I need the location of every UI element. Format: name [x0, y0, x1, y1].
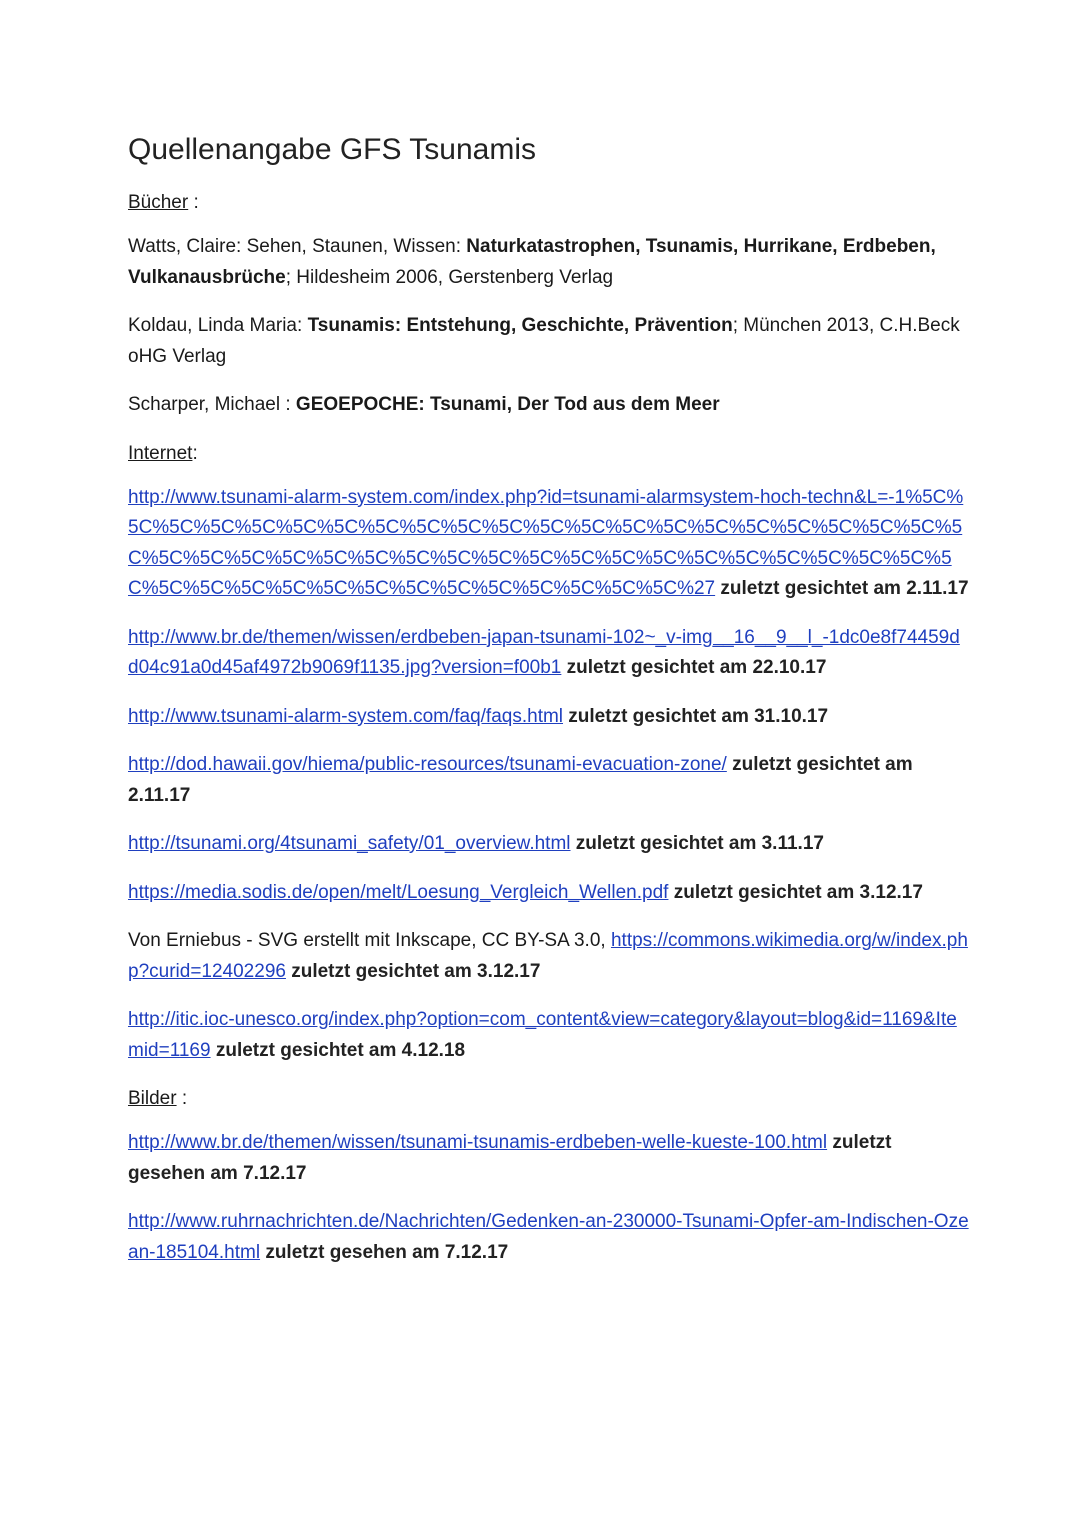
page-title: Quellenangabe GFS Tsunamis	[128, 133, 537, 166]
internet-entry	[128, 1005, 970, 1066]
access-date: zuletzt gesichtet am 2.11.17	[715, 578, 969, 599]
source-link[interactable]: https://media.sodis.de/open/melt/Loesung_Vergleich_Wellen.pdf	[128, 881, 669, 903]
internet-colon: :	[192, 442, 198, 464]
entry-prefix: Von Erniebus - SVG erstellt mit Inkscape, CC BY-SA 3.0,	[128, 930, 611, 951]
access-date: zuletzt gesichtet am 31.10.17	[563, 705, 829, 727]
internet-entry	[128, 483, 970, 605]
book-publisher: ; München 2013, C.H.Beck oHG Verlag	[128, 315, 960, 367]
access-date: zuletzt gesichtet am 3.12.17	[668, 881, 923, 903]
book-title: Naturkatastrophen, Tsunamis, Hurrikane, Erdbeben, Vulkanausbrüche	[128, 236, 936, 288]
access-date: zuletzt gesichtet am 3.12.17	[285, 960, 541, 982]
book-entry	[128, 232, 970, 293]
access-date: zuletzt gesichtet am 3.11.17	[570, 833, 824, 854]
internet-entry	[128, 829, 970, 860]
access-date: zuletzt gesichtet am 22.10.17	[561, 657, 827, 678]
book-author: Koldau, Linda Maria:	[128, 315, 308, 336]
picture-entry	[128, 1207, 970, 1268]
internet-heading	[128, 439, 970, 469]
books-heading	[128, 188, 970, 218]
book-author: Scharper, Michael :	[128, 394, 296, 415]
access-date: zuletzt gesehen am 7.12.17	[260, 1241, 509, 1263]
book-author: Watts, Claire: Sehen, Staunen, Wissen:	[128, 236, 467, 257]
books-label: Bücher	[128, 192, 189, 213]
internet-label: Internet	[128, 442, 193, 464]
source-link[interactable]: http://www.tsunami-alarm-system.com/index.php?id=tsunami-alarmsystem-hoch-techn&L=-1%5C%5C%5C%5C%5C%5C%5C%5C%5C%5C%5C%5C%5C%5C%5C%5C%5C%5C%5C%5C%5C%5C%5C%5C%5C%5C%5C%5C%5C%5C%5C%5C%5C%5C%5C%5C%5C%5C%5C%5C%5C%5C%5C%5C%5C%5C%5C%5C%5C%5C%5C%5C%5C%5C%5C%27	[128, 486, 964, 599]
source-link[interactable]: http://dod.hawaii.gov/hiema/public-resources/tsunami-evacuation-zone/	[128, 754, 727, 775]
internet-entry	[128, 623, 970, 684]
book-title: Tsunamis: Entstehung, Geschichte, Prävention	[307, 315, 733, 336]
source-link[interactable]: http://itic.ioc-unesco.org/index.php?option=com_content&view=category&layout=blog&id=1169&Itemid=1169	[128, 1009, 957, 1061]
internet-entry	[128, 878, 970, 909]
pictures-list	[128, 1128, 970, 1268]
source-link[interactable]: http://www.br.de/themen/wissen/tsunami-tsunamis-erdbeben-welle-kueste-100.html	[128, 1132, 828, 1153]
books-colon: :	[193, 192, 199, 213]
pictures-colon: :	[181, 1088, 188, 1109]
books-list	[128, 232, 970, 421]
book-entry	[128, 390, 970, 421]
source-link[interactable]: http://www.tsunami-alarm-system.com/faq/faqs.html	[128, 705, 564, 727]
pictures-label: Bilder	[128, 1088, 177, 1109]
source-link[interactable]: http://www.ruhrnachrichten.de/Nachrichten/Gedenken-an-230000-Tsunami-Opfer-am-Indischen-Ozean-185104.html	[128, 1211, 969, 1263]
book-entry	[128, 311, 970, 372]
internet-list	[128, 483, 970, 1067]
book-publisher: ; Hildesheim 2006, Gerstenberg Verlag	[285, 266, 614, 288]
access-date: zuletzt gesichtet am 2.11.17	[128, 754, 913, 806]
internet-entry	[128, 702, 970, 733]
picture-entry	[128, 1128, 970, 1189]
pictures-heading	[128, 1084, 970, 1114]
source-link[interactable]: http://tsunami.org/4tsunami_safety/01_overview.html	[128, 833, 571, 854]
source-link[interactable]: https://commons.wikimedia.org/w/index.php?curid=12402296	[128, 930, 968, 982]
internet-entry	[128, 750, 970, 811]
internet-entry	[128, 926, 970, 987]
access-date: zuletzt gesehen am 7.12.17	[128, 1132, 892, 1184]
access-date: zuletzt gesichtet am 4.12.18	[210, 1039, 466, 1061]
source-link[interactable]: http://www.br.de/themen/wissen/erdbeben-japan-tsunami-102~_v-img__16__9__l_-1dc0e8f74459dd04c91a0d45af4972b9069f1135.jpg?version=f00b1	[128, 626, 960, 678]
book-title: GEOEPOCHE: Tsunami, Der Tod aus dem Meer	[295, 394, 720, 415]
